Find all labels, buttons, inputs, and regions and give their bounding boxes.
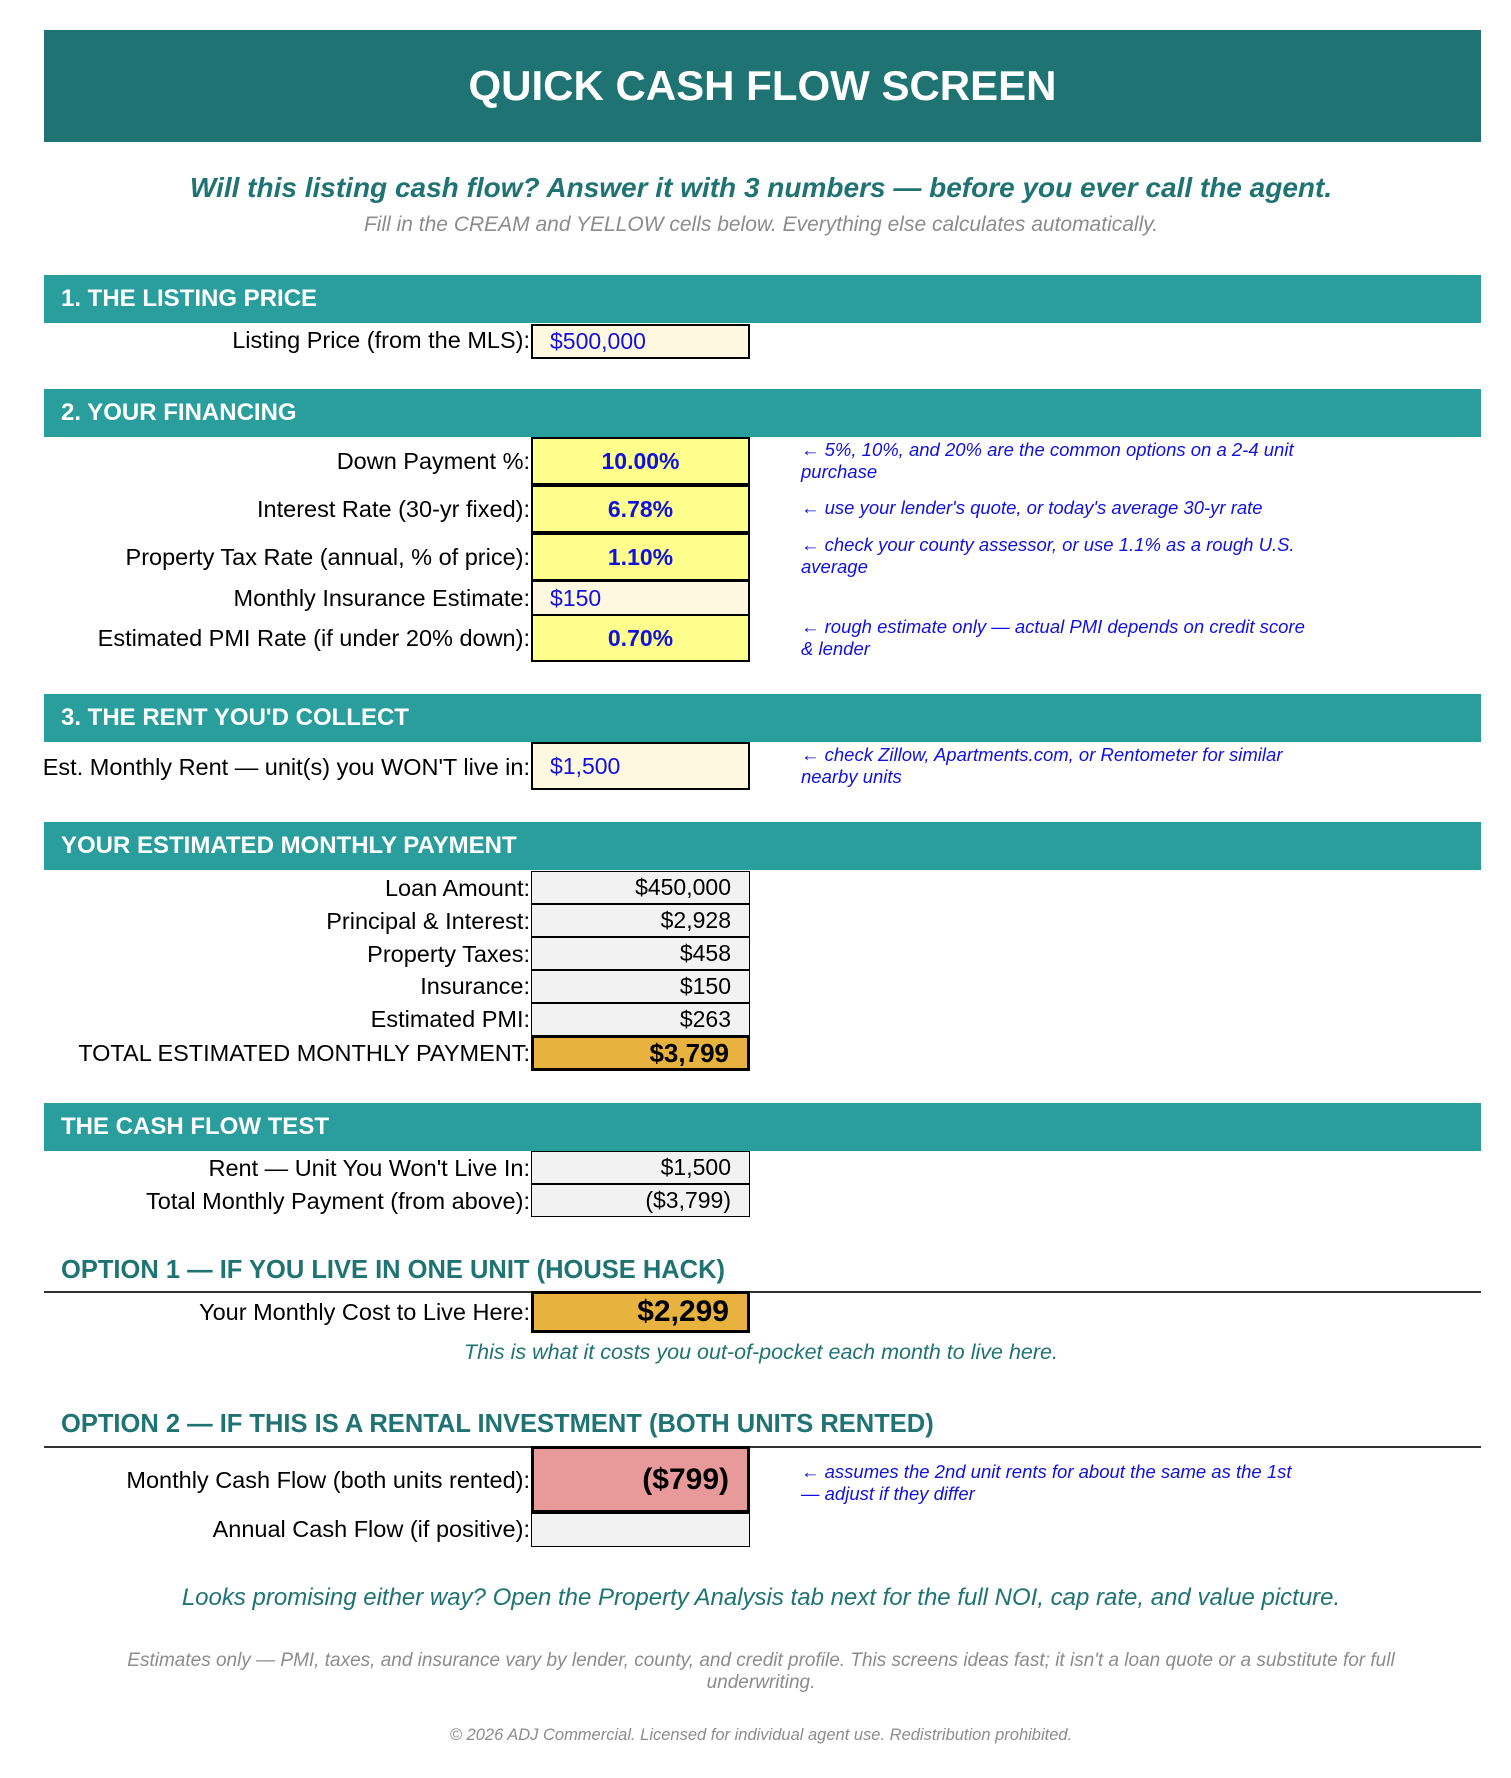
option1-caption: This is what it costs you out-of-pocket each month to live here. bbox=[464, 1340, 1058, 1364]
disclaimer-text: Estimates only — PMI, taxes, and insurance vary by lender, county, and credit profile. This screens ideas fast; it isn't a loan quote or a substitute for full underwriting. bbox=[127, 1650, 1395, 1693]
interest-rate-input[interactable]: 6.78% bbox=[531, 485, 750, 533]
interest-rate-label: Interest Rate (30-yr fixed): bbox=[257, 496, 530, 522]
monthly-cost-label: Your Monthly Cost to Live Here: bbox=[199, 1299, 530, 1325]
monthly-cost-value: $2,299 bbox=[531, 1291, 750, 1333]
property-taxes-label: Property Taxes: bbox=[367, 941, 530, 967]
option2-divider bbox=[44, 1446, 1481, 1448]
insurance-payment-label: Insurance: bbox=[420, 973, 530, 999]
cashflow-rent-label: Rent — Unit You Won't Live In: bbox=[208, 1155, 530, 1181]
down-payment-note: ← 5%, 10%, and 20% are the common options on a 2-4 unit purchase bbox=[801, 439, 1294, 482]
down-payment-label: Down Payment %: bbox=[336, 448, 530, 474]
interest-rate-note: ← use your lender's quote, or today's average 30-yr rate bbox=[801, 497, 1263, 518]
rent-label: Est. Monthly Rent — unit(s) you WON'T live in: bbox=[42, 754, 530, 780]
insurance-label: Monthly Insurance Estimate: bbox=[233, 585, 530, 611]
pmi-payment-label: Estimated PMI: bbox=[370, 1006, 530, 1032]
insurance-payment-value: $150 bbox=[531, 970, 750, 1003]
page-title: QUICK CASH FLOW SCREEN bbox=[44, 30, 1481, 142]
copyright-text: © 2026 ADJ Commercial. Licensed for individual agent use. Redistribution prohibited. bbox=[449, 1726, 1073, 1744]
section-header-listing-price: 1. THE LISTING PRICE bbox=[44, 275, 1481, 323]
cashflow-rent-value: $1,500 bbox=[531, 1151, 750, 1184]
next-step-text: Looks promising either way? Open the Property Analysis tab next for the full NOI, cap rate, and value picture. bbox=[181, 1584, 1341, 1611]
loan-amount-label: Loan Amount: bbox=[384, 875, 530, 901]
option2-header: OPTION 2 — IF THIS IS A RENTAL INVESTMENT (BOTH UNITS RENTED) bbox=[61, 1410, 934, 1438]
pmi-note: ← rough estimate only — actual PMI depends on credit score & lender bbox=[801, 616, 1305, 659]
monthly-cash-flow-note: ← assumes the 2nd unit rents for about the same as the 1st — adjust if they differ bbox=[801, 1461, 1292, 1504]
property-tax-label: Property Tax Rate (annual, % of price): bbox=[125, 544, 530, 570]
section-header-monthly-payment: YOUR ESTIMATED MONTHLY PAYMENT bbox=[44, 822, 1481, 870]
property-tax-input[interactable]: 1.10% bbox=[531, 533, 750, 581]
rent-note: ← check Zillow, Apartments.com, or Rentometer for similar nearby units bbox=[801, 744, 1283, 787]
pmi-input[interactable]: 0.70% bbox=[531, 614, 750, 662]
instructions: Fill in the CREAM and YELLOW cells below. Everything else calculates automatically. bbox=[363, 213, 1159, 236]
listing-price-label: Listing Price (from the MLS): bbox=[232, 327, 530, 353]
pmi-payment-value: $263 bbox=[531, 1003, 750, 1036]
insurance-input[interactable]: $150 bbox=[531, 581, 750, 615]
annual-cash-flow-value bbox=[531, 1513, 750, 1547]
listing-price-input[interactable]: $500,000 bbox=[531, 324, 750, 359]
property-tax-note: ← check your county assessor, or use 1.1% as a rough U.S. average bbox=[801, 534, 1295, 577]
section-header-cash-flow-test: THE CASH FLOW TEST bbox=[44, 1103, 1481, 1151]
cashflow-payment-value: ($3,799) bbox=[531, 1184, 750, 1217]
property-taxes-value: $458 bbox=[531, 937, 750, 970]
total-payment-value: $3,799 bbox=[531, 1035, 750, 1071]
tagline: Will this listing cash flow? Answer it with 3 numbers — before you ever call the agent. bbox=[189, 172, 1333, 203]
cashflow-payment-label: Total Monthly Payment (from above): bbox=[146, 1188, 530, 1214]
total-payment-label: TOTAL ESTIMATED MONTHLY PAYMENT: bbox=[78, 1040, 530, 1066]
down-payment-input[interactable]: 10.00% bbox=[531, 437, 750, 485]
section-header-rent: 3. THE RENT YOU'D COLLECT bbox=[44, 694, 1481, 742]
option1-divider bbox=[44, 1291, 1481, 1293]
principal-interest-value: $2,928 bbox=[531, 904, 750, 937]
rent-input[interactable]: $1,500 bbox=[531, 742, 750, 790]
option1-header: OPTION 1 — IF YOU LIVE IN ONE UNIT (HOUSE HACK) bbox=[61, 1256, 725, 1284]
loan-amount-value: $450,000 bbox=[531, 871, 750, 904]
monthly-cash-flow-label: Monthly Cash Flow (both units rented): bbox=[126, 1467, 530, 1493]
monthly-cash-flow-value: ($799) bbox=[531, 1446, 750, 1513]
principal-interest-label: Principal & Interest: bbox=[326, 908, 530, 934]
section-header-financing: 2. YOUR FINANCING bbox=[44, 389, 1481, 437]
annual-cash-flow-label: Annual Cash Flow (if positive): bbox=[212, 1516, 530, 1542]
pmi-label: Estimated PMI Rate (if under 20% down): bbox=[97, 625, 530, 651]
